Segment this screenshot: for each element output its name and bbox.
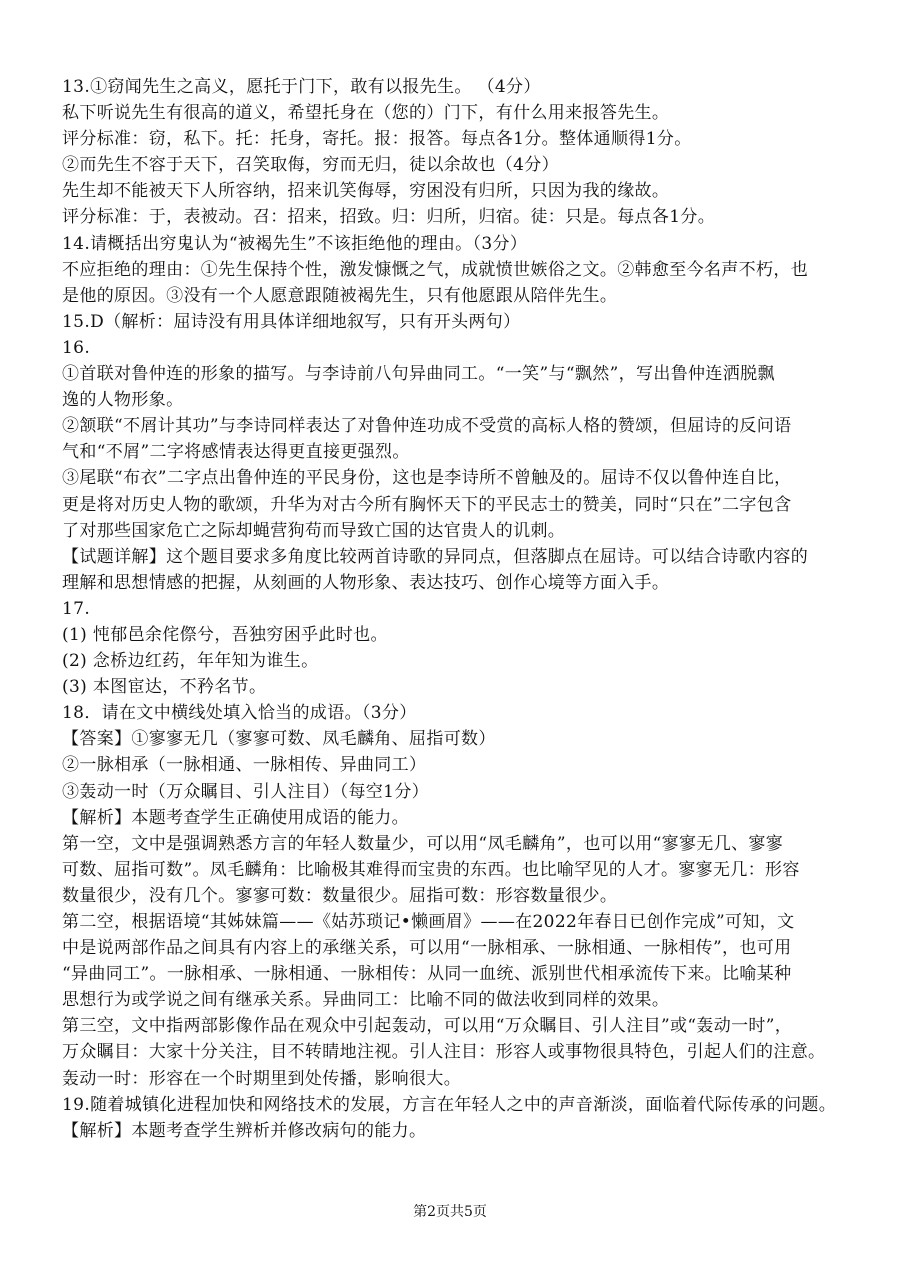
- q18-blank-2-line-1: 第二空，根据语境“其姊妹篇——《姑苏琐记•懒画眉》——在2022年春日已创作完成”可知，文: [62, 912, 795, 932]
- q16-point-3-line-2: 更是将对历史人物的歌颂，升华为对古今所有胸怀天下的平民志士的赞美，同时“只在”二字包含: [62, 494, 792, 515]
- q16-detail-line-2: 理解和思想情感的把握，从刻画的人物形象、表达技巧、创作心境等方面入手。: [62, 572, 670, 593]
- q14-answer-line-1: 不应拒绝的理由：①先生保持个性，激发慷慨之气，成就愤世嫉俗之文。②韩愈至今名声不朽，也: [62, 259, 809, 280]
- q13-2-line: ②而先生不容于天下，召笑取侮，穷而无归，徒以余故也（4分）: [62, 155, 559, 176]
- q18-analysis-intro: 【解析】本题考查学生正确使用成语的能力。: [62, 807, 409, 828]
- q13-2-scoring: 评分标准：于，表被动。召：招来，招致。归：归所，归宿。徒：只是。每点各1分。: [62, 207, 716, 228]
- q18-blank-1-line-1: 第一空，文中是强调熟悉方言的年轻人数量少，可以用“凤毛麟角”，也可以用“寥寥无几、寥寥: [62, 833, 784, 854]
- q18-blank-1-line-2: 可数、屈指可数”。凤毛麟角：比喻极其难得而宝贵的东西。也比喻罕见的人才。寥寥无几：形容: [62, 859, 800, 880]
- q18-answer-3: ③轰动一时（万众瞩目、引人注目）（每空1分）: [62, 781, 430, 802]
- q16-point-2-line-2: 气和“不屑”二字将感情表达得更直接更强烈。: [62, 442, 410, 463]
- q13-1-line: 13.①窃闻先生之高义，愿托于门下，敢有以报先生。 （4分）: [62, 77, 541, 97]
- q17-answer-2: (2) 念桥边红药，年年知为谁生。: [62, 651, 319, 672]
- q16-point-2-line-1: ②颔联“不屑计其功”与李诗同样表达了对鲁仲连功成不受赏的高标人格的赞颂，但屈诗的反问语: [62, 416, 792, 437]
- q18-blank-2-line-4: 思想行为或学说之间有继承关系。异曲同工：比喻不同的做法收到同样的效果。: [62, 990, 670, 1011]
- q18-answer-2: ②一脉相承（一脉相通、一脉相传、异曲同工）: [62, 755, 427, 776]
- q18-blank-2-line-2: 中是说两部作品之间具有内容上的承继关系，可以用“一脉相承、一脉相通、一脉相传”，也可用: [62, 938, 792, 959]
- q18-blank-3-line-2: 万众瞩目：大家十分关注，目不转睛地注视。引人注目：形容人或事物很具特色，引起人们的注意。: [62, 1042, 826, 1063]
- q19-answer: 19.随着城镇化进程加快和网络技术的发展，方言在年轻人之中的声音渐淡，面临着代际传承的问题。: [62, 1094, 837, 1115]
- q19-analysis: 【解析】本题考查学生辨析并修改病句的能力。: [62, 1120, 427, 1141]
- q18-answer-1: 【答案】①寥寥无几（寥寥可数、凤毛麟角、屈指可数）: [62, 729, 496, 750]
- answer-text-body: [62, 74, 847, 1144]
- q17-answer-1: (1) 忳郁邑余侘傺兮，吾独穷困乎此时也。: [62, 624, 388, 645]
- q18-question: 18．请在文中横线处填入恰当的成语。（3分）: [62, 703, 417, 724]
- q18-blank-1-line-3: 数量很少，没有几个。寥寥可数：数量很少。屈指可数：形容数量很少。: [62, 885, 618, 906]
- q14-question: 14.请概括出穷鬼认为“被褐先生”不该拒绝他的理由。（3分）: [62, 233, 528, 254]
- q17-answer-3: (3) 本图宦达，不矜名节。: [62, 677, 267, 698]
- q14-answer-line-2: 是他的原因。③没有一个人愿意跟随被褐先生，只有他愿跟从陪伴先生。: [62, 285, 618, 306]
- q16-point-3-line-1: ③尾联“布衣”二字点出鲁仲连的平民身份，这也是李诗所不曾触及的。屈诗不仅以鲁仲连自比，: [62, 468, 792, 489]
- q18-blank-3-line-3: 轰动一时：形容在一个时期里到处传播，影响很大。: [62, 1068, 462, 1089]
- q16-point-1-line-1: ①首联对鲁仲连的形象的描写。与李诗前八句异曲同工。“一笑”与“飘然”，写出鲁仲连洒脱飘: [62, 364, 775, 385]
- page-number-footer: 第2页共5页: [413, 1204, 487, 1220]
- q15-answer: 15.D（解析：屈诗没有用具体详细地叙写，只有开头两句）: [62, 311, 521, 332]
- q16-detail-line-1: 【试题详解】这个题目要求多角度比较两首诗歌的异同点，但落脚点在屈诗。可以结合诗歌内容的: [62, 546, 809, 567]
- q18-blank-3-line-1: 第三空，文中指两部影像作品在观众中引起轰动，可以用“万众瞩目、引人注目”或“轰动一时”，: [62, 1016, 793, 1037]
- q16-number: 16.: [62, 337, 91, 358]
- q13-1-scoring: 评分标准：窃，私下。托：托身，寄托。报：报答。每点各1分。整体通顺得1分。: [62, 129, 692, 150]
- q13-2-translation: 先生却不能被天下人所容纳，招来讥笑侮辱，穷困没有归所，只因为我的缘故。: [62, 181, 670, 202]
- q16-point-3-line-3: 了对那些国家危亡之际却蝇营狗苟而导致亡国的达官贵人的讥刺。: [62, 520, 566, 541]
- q13-1-translation: 私下听说先生有很高的道义，希望托身在（您的）门下，有什么用来报答先生。: [62, 103, 670, 124]
- q16-point-1-line-2: 逸的人物形象。: [62, 390, 184, 411]
- q17-number: 17.: [62, 598, 91, 619]
- q18-blank-2-line-3: “异曲同工”。一脉相承、一脉相通、一脉相传：从同一血统、派别世代相承流传下来。比喻某种: [62, 964, 792, 985]
